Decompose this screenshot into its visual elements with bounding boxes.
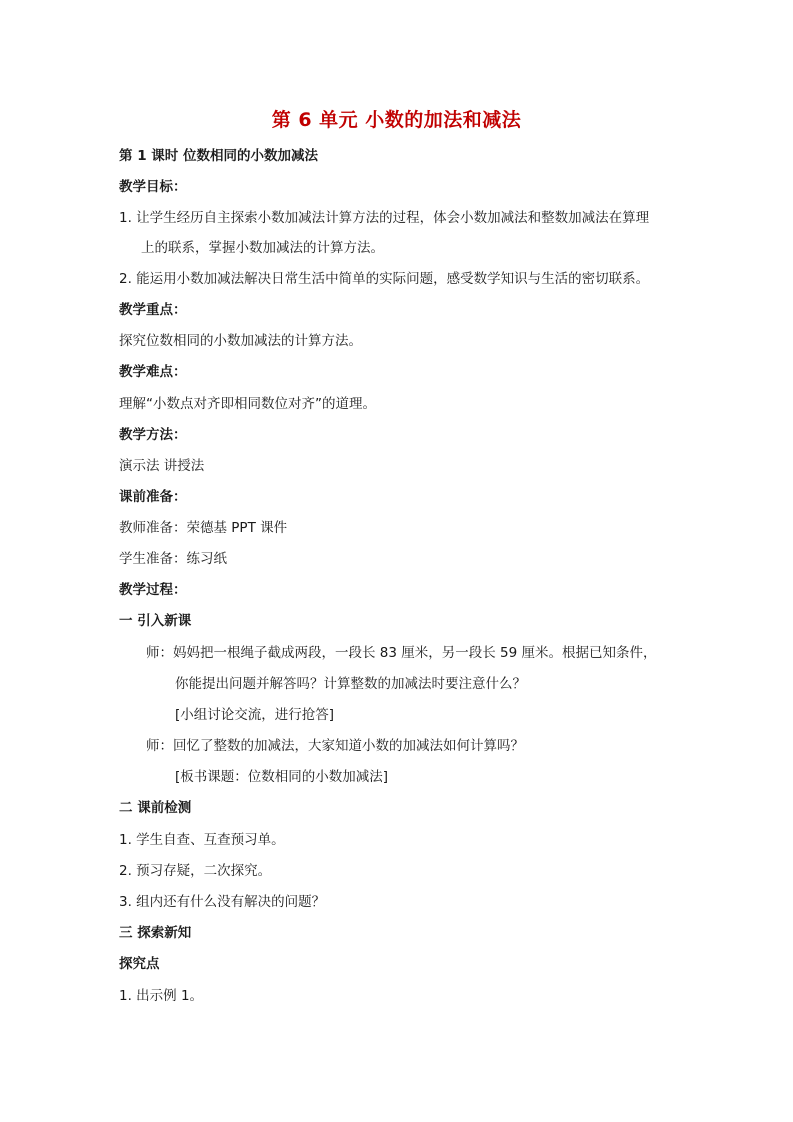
section-1-heading: 一 引入新课 — [119, 613, 192, 629]
page-title: 第 6 单元 小数的加法和减法 — [271, 109, 522, 131]
objectives-heading: 教学目标： — [119, 179, 187, 195]
s3-item-1: 1. 出示例 1。 — [119, 988, 204, 1004]
prep-heading: 课前准备： — [119, 489, 187, 505]
s1-note-2: [板书课题：位数相同的小数加减法] — [175, 769, 389, 785]
method-text: 演示法 讲授法 — [119, 458, 205, 474]
s1-teacher-line-3: 师：回忆了整数的加减法，大家知道小数的加减法如何计算吗？ — [146, 738, 524, 754]
lesson-title: 第 1 课时 位数相同的小数加减法 — [119, 148, 318, 164]
s2-item-3: 3. 组内还有什么没有解决的问题？ — [119, 894, 326, 910]
objective-1-line-1: 1. 让学生经历自主探索小数加减法计算方法的过程，体会小数加减法和整数加减法在算理 — [119, 210, 650, 226]
difficulty-heading: 教学难点： — [119, 364, 187, 380]
section-3-heading: 三 探索新知 — [119, 925, 192, 941]
s1-teacher-line-2: 你能提出问题并解答吗？计算整数的加减法时要注意什么？ — [175, 676, 526, 692]
prep-student: 学生准备：练习纸 — [119, 551, 227, 567]
method-heading: 教学方法： — [119, 427, 187, 443]
prep-teacher: 教师准备：荣德基 PPT 课件 — [119, 520, 288, 536]
key-heading: 教学重点： — [119, 302, 187, 318]
s3-heading: 探究点 — [119, 956, 160, 972]
s2-item-2: 2. 预习存疑，二次探究。 — [119, 863, 272, 879]
objective-1-line-2: 上的联系，掌握小数加减法的计算方法。 — [141, 240, 384, 256]
s1-teacher-line-1: 师：妈妈把一根绳子截成两段，一段长 83 厘米，另一段长 59 厘米。根据已知条件， — [146, 645, 657, 661]
s1-note-1: [小组讨论交流，进行抢答] — [175, 707, 335, 723]
s2-item-1: 1. 学生自查、互查预习单。 — [119, 832, 285, 848]
process-heading: 教学过程： — [119, 582, 187, 598]
difficulty-text: 理解“小数点对齐即相同数位对齐”的道理。 — [119, 396, 376, 412]
objective-2: 2. 能运用小数加减法解决日常生活中简单的实际问题，感受数学知识与生活的密切联系。 — [119, 271, 650, 287]
key-text: 探究位数相同的小数加减法的计算方法。 — [119, 333, 362, 349]
section-2-heading: 二 课前检测 — [119, 800, 192, 816]
